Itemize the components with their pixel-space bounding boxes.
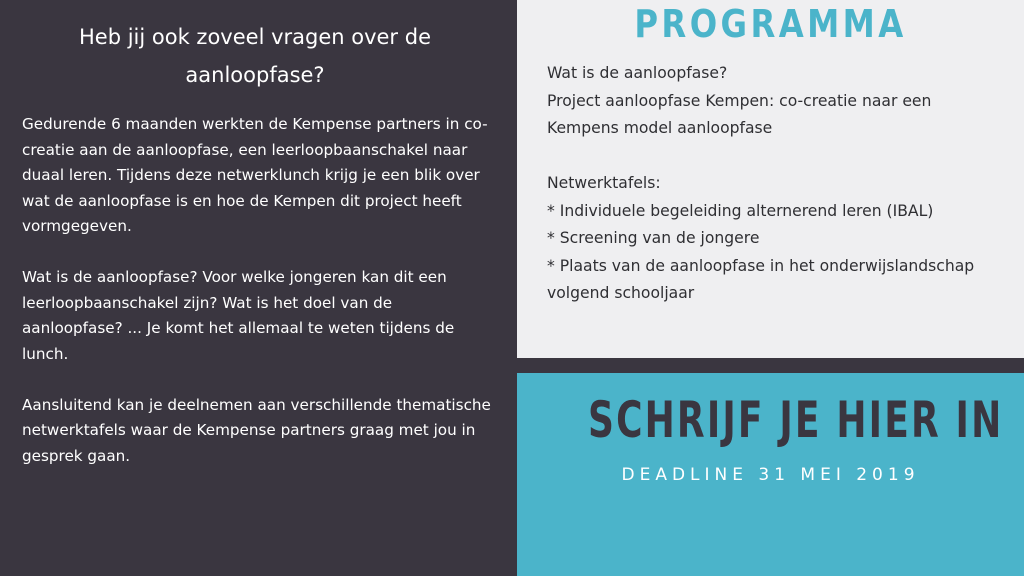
programma-item: Wat is de aanloopfase? (547, 64, 728, 82)
netwerktafels-label: Netwerktafels: (547, 174, 661, 192)
signup-title[interactable]: SCHRIJF JE HIER IN (587, 391, 1004, 449)
info-heading: Heb jij ook zoveel vragen over de aanloopfase? (79, 25, 431, 87)
programma-panel (517, 0, 1024, 358)
signup-banner[interactable] (517, 373, 1024, 576)
netwerktafel-item: volgend schooljaar (547, 284, 695, 302)
info-body (22, 112, 492, 495)
programma-title: PROGRAMMA (634, 2, 907, 46)
netwerktafel-item: * Individuele begeleiding alternerend leren (IBAL) (547, 201, 934, 220)
netwerktafel-item: * Screening van de jongere (547, 229, 760, 247)
netwerktafel-item: * Plaats van de aanloopfase in het onderwijslandschap (547, 256, 975, 275)
programma-item: Kempens model aanloopfase (547, 119, 773, 137)
info-paragraph: Gedurende 6 maanden werkten de Kempense partners in co-creatie aan de aanloopfase, een leerloopbaanschakel naar duaal leren. Tijdens deze netwerklunch krijg je een blik over wat de aanloopfase is en hoe de Kempen dit project heeft vormgegeven. (22, 115, 488, 235)
info-paragraph: Wat is de aanloopfase? Voor welke jongeren kan dit een leerloopbaanschakel zijn? Wat is het doel van de aanloopfase? ... Je komt het allemaal te weten tijdens de lunch. (22, 268, 455, 363)
deadline-text: DEADLINE 31 MEI 2019 (621, 465, 920, 485)
programma-list (547, 60, 1024, 308)
divider (517, 358, 1024, 373)
info-paragraph: Aansluitend kan je deelnemen aan verschillende thematische netwerktafels waar de Kempense partners graag met jou in gesprek gaan. (22, 395, 491, 465)
programma-item: Project aanloopfase Kempen: co-creatie naar een (547, 91, 932, 110)
